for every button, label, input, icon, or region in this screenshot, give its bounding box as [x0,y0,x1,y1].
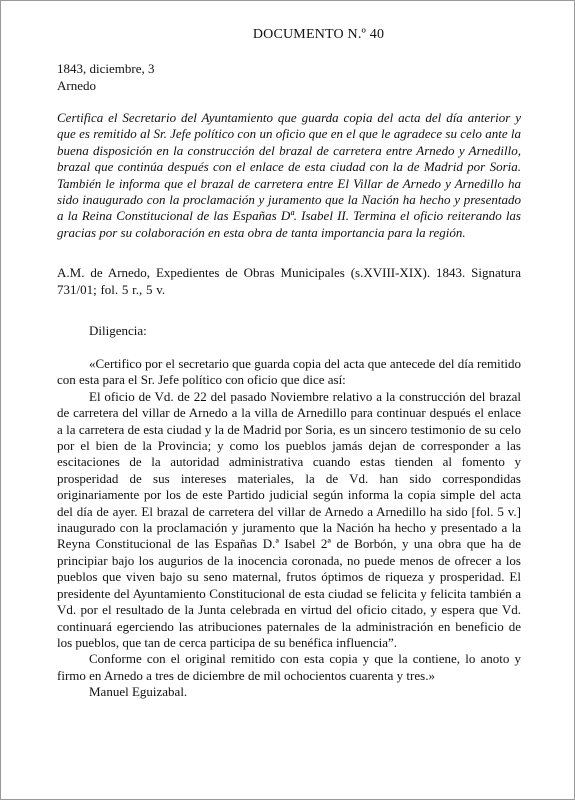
document-summary: Certifica el Secretario del Ayuntamiento que guarda copia del acta del día anterior y que es remitido al Sr. Jefe político con un oficio que en el que le agradece su celo ante la buena disposición en la construcción del brazal de carretera entre Arnedo y Arnedillo, brazal que continúa después con el enlace de esta ciudad con la de Madrid por Soria. También le informa que el brazal de carretera entre El Villar de Arnedo y Arnedillo ha sido inaugurado con la proclamación y juramento que la Nación ha hecho y presentado a la Reina Constitucional de las Españas Dª. Isabel II. Termina el oficio reiterando las gracias por su colaboración en esta obra de tanta importancia para la región. [57,110,521,240]
body-paragraph: Conforme con el original remitido con esta copia y que la contiene, lo anoto y firmo en Arnedo a tres de diciembre de mil ochocientos cuarenta y tres.» [57,651,521,683]
archival-source: A.M. de Arnedo, Expedientes de Obras Municipales (s.XVIII-XIX). 1843. Signatura 731/01; fol. 5 r., 5 v. [57,265,521,297]
body-paragraph: El oficio de Vd. de 22 del pasado Noviembre relativo a la construcción del brazal de carretera del villar de Arnedo a la villa de Arnedillo para continuar después el enlace a la carretera de esta ciudad y la de Madrid por Soria, es un sincero testimonio de su celo por el bien de la Provincia; y como los pueblos jamás dejan de corresponder a las escitaciones de la autoridad administrativa cuando estas tienden al fomento y prosperidad de sus intereses materiales, la de Vd. han sido correspondidas originariamente por los de este Partido judicial según informa la copia simple del acta del día de ayer. El brazal de carretera del villar de Arnedo a Arnedillo ha sido [fol. 5 v.] inaugurado con la proclamación y juramento que la Nación ha hecho y presentado a la Reyna Constitucional de las Españas D.ª Isabel 2ª de Borbón, y una obra que ha de principiar bajo los augurios de la inocencia coronada, no puede menos de ofrecer a los pueblos que viven bajo su seno maternal, frutos óptimos de riqueza y prosperidad. El presidente del Ayuntamiento Constitucional de esta ciudad se felicita y felicita también a Vd. por el resultado de la Junta celebrada en virtud del oficio citado, y espera que Vd. continuará egerciendo las atribuciones paternales de la administración en beneficio de los pueblos, que tan de cerca participa de su benéfica influencia”. [57,388,521,650]
document-date: 1843, diciembre, 3 [57,61,155,76]
document-place: Arnedo [57,78,96,93]
transcription-body [57,356,521,684]
section-heading: Diligencia: [89,323,147,338]
signature: Manuel Eguizabal. [89,684,188,699]
body-paragraph: «Certifico por el secretario que guarda copia del acta que antecede del día remitido con esta para el Sr. Jefe político con oficio que dice así: [57,356,521,388]
document-title: DOCUMENTO N.º 40 [252,27,385,42]
